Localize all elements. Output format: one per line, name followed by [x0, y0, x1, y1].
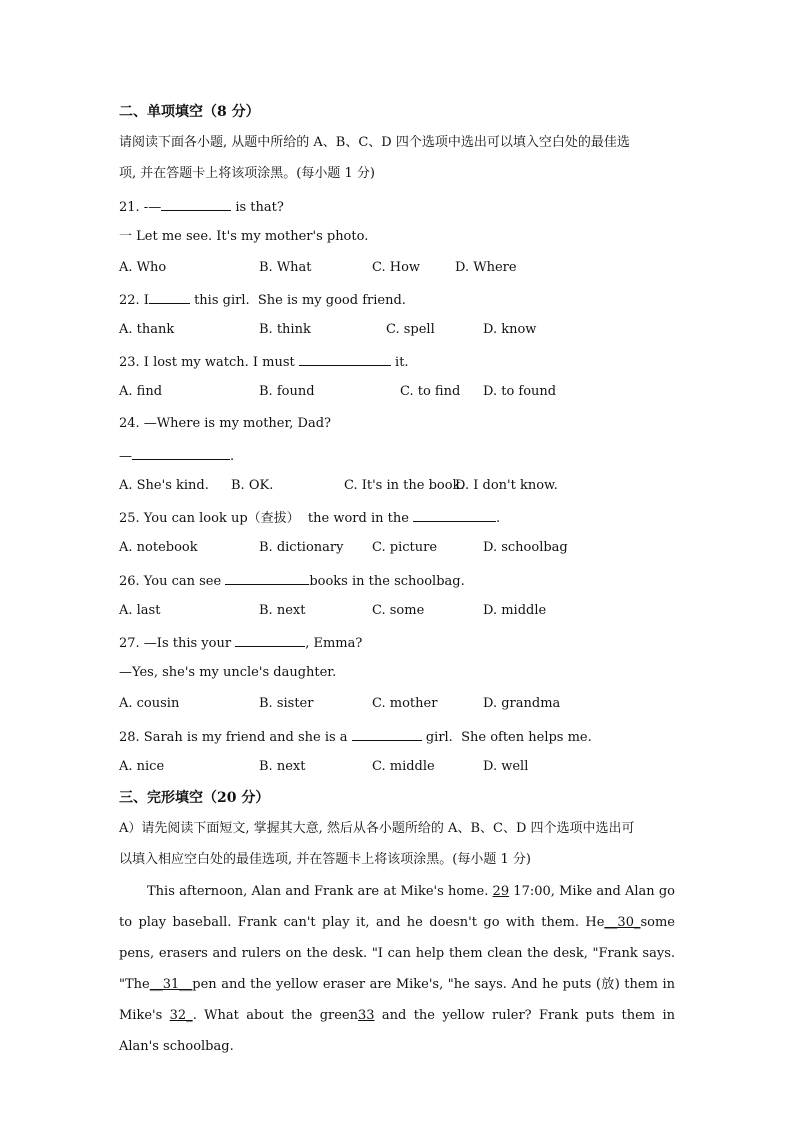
section3-title: 三、完形填空（20 分）: [119, 790, 270, 806]
q24-option-d: D. I don't know.: [455, 478, 558, 493]
passage-text: pen and the yellow eraser are Mike's, "he says. And he puts (放) them in Mike's: [119, 977, 675, 1023]
answer-blank: [161, 198, 231, 211]
q28-option-a: A. nice: [119, 759, 165, 774]
stem-text: 21. -—: [119, 200, 162, 215]
question-24-reply: [119, 447, 234, 465]
stem-text: , Emma?: [305, 636, 363, 651]
q27-option-b: B. sister: [259, 696, 314, 711]
q22-option-d: D. know: [483, 322, 537, 337]
stem-text: 23. I lost my watch. I must: [119, 355, 299, 370]
q27-option-c: C. mother: [372, 696, 438, 711]
cloze-passage: [119, 876, 675, 1062]
passage-text: 17:00, Mike and Alan go to play baseball. Frank can't play it, and he doesn't go with them. He: [119, 884, 676, 930]
q24-option-c: C. It's in the book.: [344, 478, 465, 493]
answer-blank: [413, 509, 496, 522]
q28-option-c: C. middle: [372, 759, 435, 774]
answer-blank: [132, 447, 230, 460]
passage-text: and the yellow ruler? Frank puts them in Alan's schoolbag.: [119, 1008, 675, 1054]
question-25-stem: [119, 509, 500, 527]
q27-option-d: D. grandma: [483, 696, 561, 711]
q25-option-d: D. schoolbag: [483, 540, 568, 555]
q26-option-c: C. some: [372, 603, 425, 618]
question-23-stem: [119, 353, 409, 371]
stem-text: 22. I: [119, 293, 149, 308]
blank-29: 29: [492, 884, 510, 899]
question-21-reply: 一 Let me see. It's my mother's photo.: [119, 229, 369, 244]
section2-title: 二、单项填空（8 分）: [119, 104, 260, 120]
section3-instruction-line2: 以填入相应空白处的最佳选项, 并在答题卡上将该项涂黑。(每小题 1 分): [119, 852, 531, 867]
section2-instruction-line1: 请阅读下面各小题, 从题中所给的 A、B、C、D 四个选项中选出可以填入空白处的最佳选: [119, 135, 630, 150]
passage-text: some pens, erasers and rulers on the desk. "I can help them clean the desk, "Frank says. "The: [119, 915, 675, 992]
blank-31: __31__: [149, 977, 193, 992]
answer-blank: [149, 291, 190, 304]
question-27-reply: —Yes, she's my uncle's daughter.: [119, 665, 337, 680]
q28-option-d: D. well: [483, 759, 529, 774]
q28-option-b: B. next: [259, 759, 306, 774]
q23-option-b: B. found: [259, 384, 315, 399]
question-27-stem: [119, 634, 362, 652]
question-22-stem: [119, 291, 406, 309]
stem-text: is that?: [231, 200, 284, 215]
stem-text: 28. Sarah is my friend and she is a: [119, 730, 352, 745]
cloze-paragraph: [119, 876, 675, 1062]
stem-text: —: [119, 449, 132, 464]
stem-text: 26. You can see: [119, 574, 226, 589]
q27-option-a: A. cousin: [119, 696, 180, 711]
blank-33: 33: [358, 1008, 375, 1023]
q26-option-a: A. last: [119, 603, 161, 618]
stem-text: 27. —Is this your: [119, 636, 236, 651]
blank-30: __30_: [604, 915, 641, 930]
q22-option-a: A. thank: [119, 322, 175, 337]
stem-text: this girl. She is my good friend.: [189, 293, 406, 308]
q21-option-c: C. How: [372, 260, 421, 275]
answer-blank: [235, 634, 305, 647]
question-26-stem: [119, 572, 465, 590]
question-24-stem: 24. —Where is my mother, Dad?: [119, 416, 331, 431]
passage-text: This afternoon, Alan and Frank are at Mike's home.: [147, 884, 493, 899]
q26-option-b: B. next: [259, 603, 306, 618]
section2-instruction-line2: 项, 并在答题卡上将该项涂黑。(每小题 1 分): [119, 166, 375, 181]
q24-option-b: B. OK.: [231, 478, 274, 493]
passage-text: . What about the green: [192, 1008, 359, 1023]
q23-option-d: D. to found: [483, 384, 557, 399]
q25-option-b: B. dictionary: [259, 540, 344, 555]
question-28-stem: [119, 728, 592, 746]
answer-blank: [225, 572, 309, 585]
answer-blank: [352, 728, 422, 741]
q24-option-a: A. She's kind.: [119, 478, 209, 493]
section3-instruction-line1: A）请先阅读下面短文, 掌握其大意, 然后从各小题所给的 A、B、C、D 四个选项中选出可: [119, 821, 635, 836]
stem-text: girl. She often helps me.: [421, 730, 592, 745]
answer-blank: [299, 353, 391, 366]
stem-text: 25. You can look up（查拔） the word in the: [119, 511, 414, 526]
question-21-stem: [119, 198, 284, 216]
q21-option-b: B. What: [259, 260, 312, 275]
stem-text: it.: [390, 355, 409, 370]
q22-option-b: B. think: [259, 322, 311, 337]
stem-text: .: [230, 449, 235, 464]
q25-option-a: A. notebook: [119, 540, 198, 555]
q23-option-a: A. find: [119, 384, 163, 399]
q26-option-d: D. middle: [483, 603, 547, 618]
q21-option-d: D. Where: [455, 260, 517, 275]
q23-option-c: C. to find: [400, 384, 461, 399]
q22-option-c: C. spell: [386, 322, 435, 337]
stem-text: .: [496, 511, 501, 526]
blank-32: 32_: [169, 1008, 193, 1023]
q21-option-a: A. Who: [119, 260, 167, 275]
stem-text: books in the schoolbag.: [309, 574, 465, 589]
q25-option-c: C. picture: [372, 540, 438, 555]
